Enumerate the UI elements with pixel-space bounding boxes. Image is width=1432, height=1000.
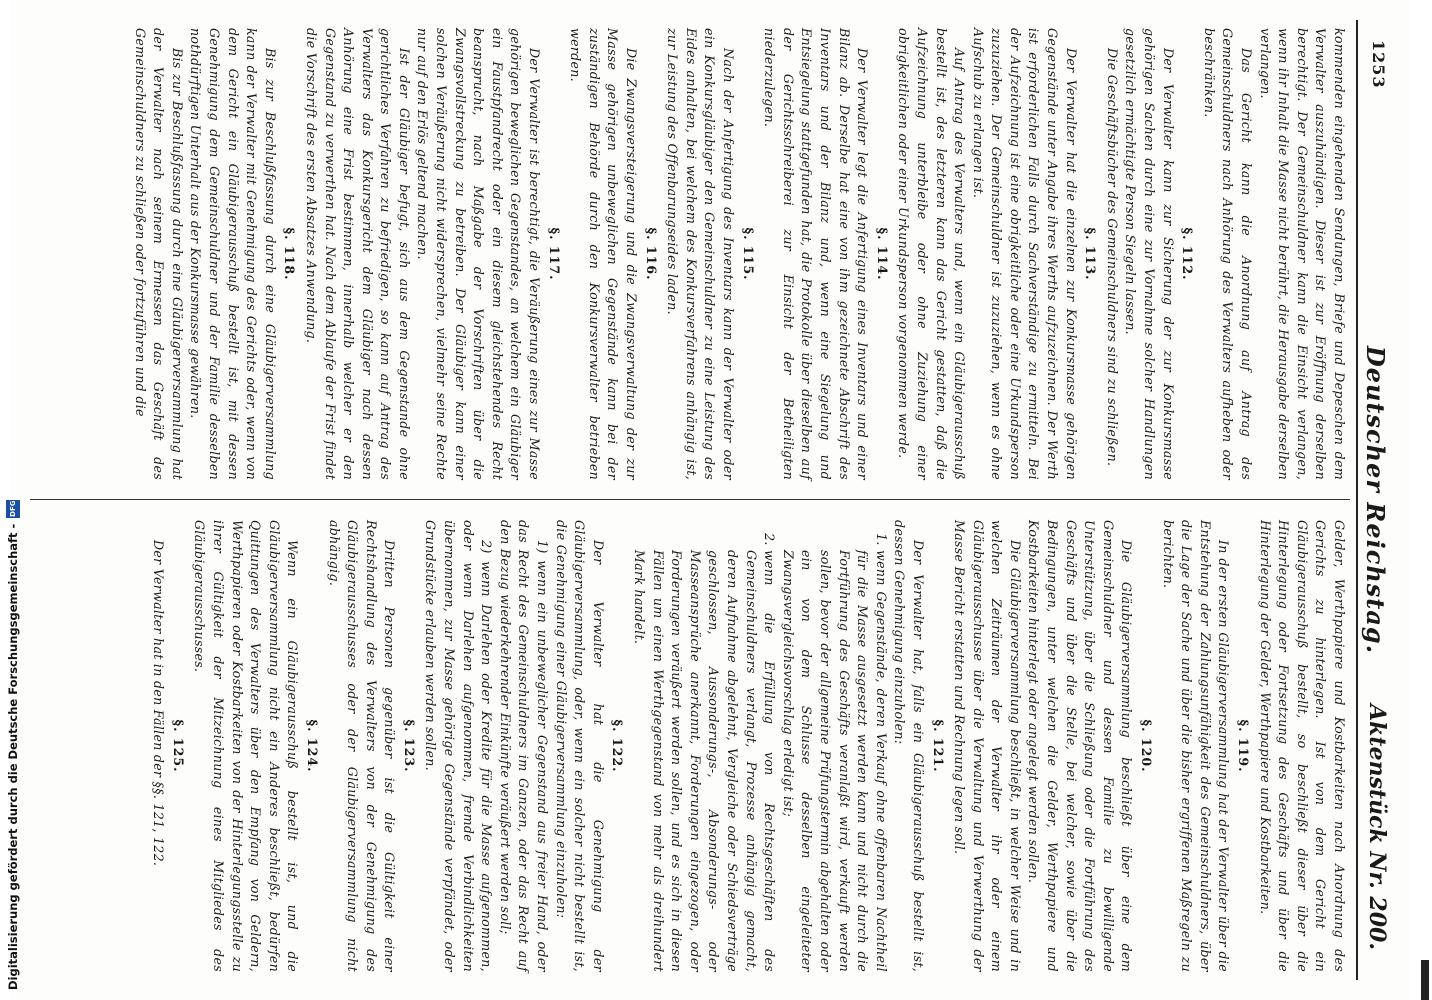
paragraph: Der Verwalter hat die einzelnen zur Konkursmasse gehörigen Gegenstände unter Angabe ihres Werths aufzuzeichnen. Der Werth ist erforderlichen Falls durch Sachverständige zu ermitteln. Bei der Aufzeichnung ist eine obrigkeitliche oder eine Urkundsperson zuzuziehen. Der Gemeinschuldner ist zuzuziehen, wenn es ohne Aufschub zu erlangen ist. bbox=[970, 28, 1079, 480]
page-title: Deutscher Reichstag. bbox=[1361, 345, 1390, 655]
list-item: 2. wenn die Erfüllung von Rechtsgeschäften des Gemeinschuldners verlangt, Prozesse anhängig gemacht, deren Aufnahme abgelehnt, Vergleiche oder Schiedsverträge geschlossen, Aussonderungs-, Absonderungs- oder Masseansprüche anerkannt, Forderungen eingezogen, oder Forderungen veräußert werden sollen, und es sich in diesen Fällen um einen Werthgegenstand von mehr als dreihundert Mark handelt. bbox=[629, 550, 778, 972]
list-item: 2) wenn Darlehen oder Kredite für die Masse aufgenommen, oder wenn Darlehen aufgenommen, fremde Verbindlichkeiten übernommen, zur Masse gehörige Gegenstände verpfändet, oder Grundstücke erlauben werden sollen. bbox=[423, 520, 495, 972]
right-column bbox=[149, 520, 1348, 972]
issue-number: Aktenstück Nr. 200. bbox=[1364, 704, 1390, 950]
paragraph: kommenden eingehenden Sendungen, Briefe und Depeschen dem Verwalter auszuhändigen. Dieser ist zur Eröffnung derselben berechtigt. Der Gemeinschuldner kann die Einsicht verlangen, wenn ihr Inhalt die Masse nicht berührt, die Herausgabe derselben verlangen. bbox=[1257, 28, 1347, 480]
paragraph: Die Geschäftsbücher des Gemeinschuldners sind zu schließen. bbox=[1104, 48, 1120, 467]
page-header bbox=[1356, 20, 1392, 980]
paragraph: Dritten Personen gegenüber ist die Gültigkeit einer Rechtshandlung des Verwalters von der Genehmigung des Gläubigerausschusses oder der Gläubigerversammlung nicht abhängig. bbox=[326, 520, 398, 972]
paragraph: Der Verwalter hat in den Fällen der §§. 121, 122. bbox=[151, 540, 167, 867]
digitization-credit bbox=[0, 0, 26, 1000]
section-heading: §. 125. bbox=[170, 719, 186, 773]
paragraph: Der Verwalter ist berechtigt, die Veräußerung eines zur Masse gehörigen beweglichen Gegenstandes, an welchem ein Gläubiger ein Faustpfandrecht oder ein diesem gleichstehendes Recht beansprucht, nach Maßgabe der Vorschriften über die Zwangsvollstreckung zu betreiben. Der Gläubiger kann einer solchen Veräußerung nicht widersprechen, vielmehr seine Rechte nur auf den Erlös geltend machen. bbox=[415, 28, 543, 480]
paragraph: Bis zur Beschlußfassung durch eine Gläubigerversammlung kann der Verwalter mit Genehmigung des Gerichts oder, wenn von dem Gericht ein Gläubigerausschuß bestellt ist, mit dessen Genehmigung dem Gemeinschuldner und der Familie desselben nothdürftigen Unterhalt aus der Konkursmasse gewähren. bbox=[188, 28, 278, 480]
paragraph: Die Gläubigerversammlung beschließt, in welcher Weise und in welchen Zeiträumen der Verwalter ihr oder einem Gläubigerausschusse über die Verwaltung und Verwerthung der Masse Bericht erstatten und Rechnung legen soll. bbox=[952, 520, 1023, 972]
list-item: 1. wenn Gegenstände, deren Verkauf ohne offenbaren Nachtheil für die Masse ausgesetzt werden kann und nicht durch die Fortführung des Geschäfts veranlaßt wird, verkauft werden sollen, bevor der allgemeine Prüfungstermin abgehalten oder ein von dem Schlusse desselben eingeleiteter Zwangsvergleichsvorschlag erledigt ist; bbox=[778, 550, 890, 972]
section-heading: §. 118. bbox=[282, 227, 298, 281]
paragraph: Gelder, Werthpapiere und Kostbarkeiten nach Anordnung des Gerichts zu hinterlegen. Ist von dem Gericht ein Gläubigerausschuß bestellt, so beschließt dieser über die Hinterlegung oder Fortsetzung des Geschäfts und über die Hinterlegung der Gelder, Werthpapiere und Kostbarkeiten. bbox=[1257, 520, 1347, 972]
paragraph: Nach der Anfertigung des Inventars kann der Verwalter oder ein Konkursgläubiger den Gemeinschuldner zu eine Leistung des Eides anhalten, bei welchem des Konkursverfahrens anhängig ist, zur Leistung des Offenbarungseides laden. bbox=[665, 28, 736, 480]
paragraph: Der Verwalter legt die Anfertigung eines Inventars und einer Bilanz ab. Derselbe hat eine von ihm gezeichnete Abschrift des Inventars und der Bilanz und, wenn eine Siegelung und Entsiegelung stattgefunden hat, die Protokolle über dieselben auf der Gerichtsschreiberei zur Einsicht der Betheiligten niederzulegen. bbox=[762, 28, 871, 480]
scan-edge-mark bbox=[1421, 960, 1429, 1000]
paragraph: Ist der Gläubiger befugt, sich aus dem Gegenstande ohne gerichtliches Verfahren zu befriedigen, so kann auf Antrag des Verwalters das Konkursgericht dem Gläubiger nach dessen Anhörung eine Frist bestimmen, innerhalb welcher er den Gegenstand zu verwerthen hat. Nach dem Ablaufe der Frist findet die Vorschrift des ersten Absatzes Anwendung. bbox=[303, 28, 412, 480]
section-heading: §. 113. bbox=[1083, 227, 1099, 281]
section-heading: §. 120. bbox=[1139, 719, 1155, 773]
section-heading: §. 119. bbox=[1236, 719, 1252, 773]
credit-text: Digitalisierung gefördert durch die Deutsche Forschungsgemeinschaft - bbox=[6, 523, 20, 990]
numbered-list bbox=[629, 520, 889, 972]
column-divider bbox=[30, 499, 1350, 500]
list-item: 1) wenn ein unbeweglicher Gegenstand aus freier Hand, oder das Recht des Gemeinschuldners im Ganzen, oder das Recht auf den Bezug wiederkehrender Einkünfte veräußert werden soll; bbox=[497, 520, 551, 972]
section-heading: §. 114. bbox=[874, 227, 890, 281]
page-number: 1253 bbox=[1369, 40, 1388, 89]
rotated-page bbox=[10, 0, 1410, 1000]
left-column bbox=[130, 28, 1348, 480]
dfg-logo-icon: DFG bbox=[6, 500, 20, 518]
section-heading: §. 124. bbox=[304, 719, 320, 773]
section-heading: §. 116. bbox=[643, 227, 659, 281]
paragraph: Der Verwalter hat die Genehmigung der Gläubigerversammlung, oder, wenn ein solcher nicht bestellt ist, die Genehmigung einer Gläubigerversammlung einzuholen: bbox=[553, 520, 606, 972]
section-heading: §. 115. bbox=[740, 227, 756, 281]
paragraph: Der Verwalter hat, falls ein Gläubigerausschuß bestellt ist, dessen Genehmigung einzuholen: bbox=[892, 520, 926, 972]
section-heading: §. 117. bbox=[546, 227, 562, 281]
paragraph: Auf Antrag des Verwalters und, wenn ein Gläubigerausschuß bestellt ist, des letzteren kann das Gericht gestatten, daß die Aufzeichnung unterbleibe oder ohne Zuziehung einer obrigkeitlichen oder einer Urkundsperson vorgenommen werde. bbox=[896, 28, 968, 480]
paragraph: Der Verwalter kann zur Sicherung der zur Konkursmasse gehörigen Sachen durch eine zur Vornahme solcher Handlungen gesetzlich ermächtigte Person Siegeln lassen. bbox=[1123, 28, 1176, 480]
paragraph: Wenn ein Gläubigerausschuß bestellt ist, und die Gläubigerversammlung nicht ein Anderes beschließt, bedürfen Quittungen des Verwalters über den Empfang von Geldern, Werthpapieren oder Kostbarkeiten von der Hinterlegungsstelle zu ihrer Gültigkeit der Mitzeichnung eines Mitgliedes des Gläubigerausschusses. bbox=[192, 520, 301, 972]
section-heading: §. 121. bbox=[930, 719, 946, 773]
section-heading: §. 122. bbox=[610, 719, 626, 773]
paragraph: Die Zwangsversteigerung und die Zwangsverwaltung der zur Masse gehörigen unbeweglichen Gegenstände kann bei der zuständigen Behörde durch den Konkursverwalter betrieben werden. bbox=[568, 28, 640, 480]
paragraph: Die Gläubigerversammlung beschließt über eine dem Gemeinschuldner und dessen Familie zu bewilligende Unterstützung, über die Schließung oder die Fortführung des Geschäfts und über die Stelle, bei welcher, sowie über die Bedingungen, unter welchen die Gelder, Werthpapiere und Kostbarkeiten hinterlegt oder angelegt werden sollen. bbox=[1026, 520, 1135, 972]
section-heading: §. 123. bbox=[401, 719, 417, 773]
section-heading: §. 112. bbox=[1180, 227, 1196, 281]
paragraph: Das Gericht kann die Anordnung auf Antrag des Gemeinschuldners nach Anhörung des Verwalters aufheben oder beschränken. bbox=[1201, 28, 1255, 480]
paragraph: In der ersten Gläubigerversammlung hat der Verwalter über die Entstehung der Zahlungsunfähigkeit des Gemeinschuldners, über die Lage der Sache und über die bisher ergriffenen Maßregeln zu berichten. bbox=[1160, 520, 1232, 972]
paragraph: Bis zur Beschlußfassung durch eine Gläubigerversammlung hat der Verwalter nach seinem Ermessen das Geschäft des Gemeinschuldners zu schließen oder fortzuführen und die bbox=[132, 28, 185, 480]
